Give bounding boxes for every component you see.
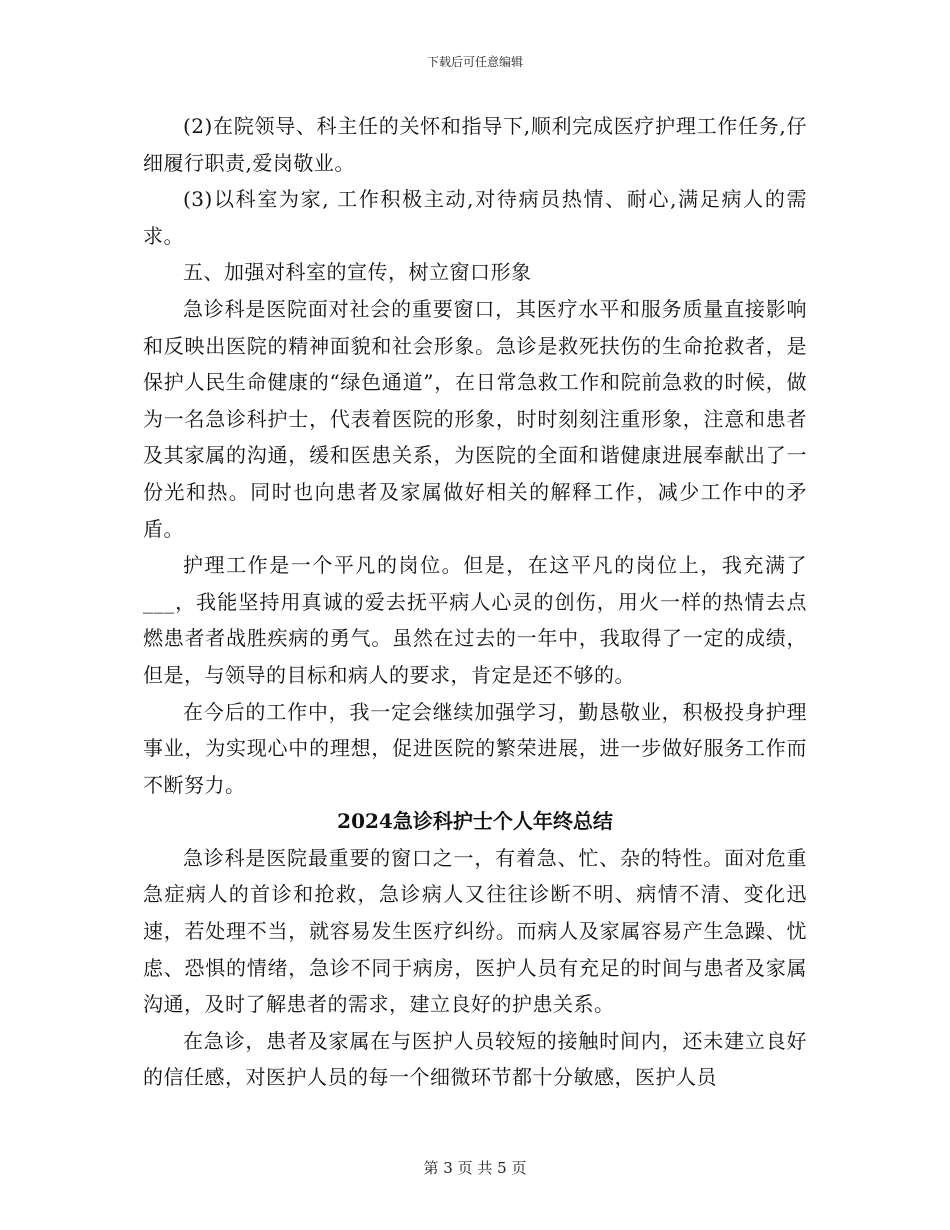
paragraph: 在今后的工作中，我一定会继续加强学习，勤恳敬业，积极投身护理事业，为实现心中的理想，促进医院的繁荣进展，进一步做好服务工作而不断努力。	[143, 699, 807, 797]
page-header: 下载后可任意编辑	[426, 55, 523, 69]
paragraph: (3)以科室为家, 工作积极主动,对待病员热情、耐心,满足病人的需求。	[143, 187, 807, 248]
paragraph: 急诊科是医院面对社会的重要窗口，其医疗水平和服务质量直接影响和反映出医院的精神面貌和社会形象。急诊是救死扶伤的生命抢救者，是保护人民生命健康的“绿色通道”，在日常急救工作和院前急救的时候，做为一名急诊科护士，代表着医院的形象，时时刻刻注重形象，注意和患者及其家属的沟通，缓和医患关系，为医院的全面和谐健康进展奉献出了一份光和热。同时也向患者及家属做好相关的解释工作，减少工作中的矛盾。	[143, 296, 807, 541]
page-footer: 第 3 页 共 5 页	[423, 1159, 527, 1177]
document-title: 2024急诊科护士个人年终总结	[337, 809, 613, 834]
section-heading: 五、加强对科室的宣传，树立窗口形象	[183, 260, 532, 285]
paragraph: 在急诊，患者及家属在与医护人员较短的接触时间内，还未建立良好的信任感，对医护人员的每一个细微环节都十分敏感，医护人员	[143, 1028, 807, 1090]
paragraph: 急诊科是医院最重要的窗口之一，有着急、忙、杂的特性。面对危重急症病人的首诊和抢救，急诊病人又往往诊断不明、病情不清、变化迅速，若处理不当，就容易发生医疗纠纷。而病人及家属容易产生急躁、忧虑、恐惧的情绪，急诊不同于病房，医护人员有充足的时间与患者及家属沟通，及时了解患者的需求，建立良好的护患关系。	[143, 845, 807, 1017]
paragraph: 护理工作是一个平凡的岗位。但是，在这平凡的岗位上，我充满了___，我能坚持用真诚的爱去抚平病人心灵的创伤，用火一样的热情去点燃患者者战胜疾病的勇气。虽然在过去的一年中，我取得了一定的成绩，但是，与领导的目标和病人的要求，肯定是还不够的。	[143, 553, 807, 687]
document-body	[143, 108, 807, 1096]
paragraph: (2)在院领导、科主任的关怀和指导下,顺利完成医疗护理工作任务,仔细履行职责,爱岗敬业。	[143, 114, 807, 175]
